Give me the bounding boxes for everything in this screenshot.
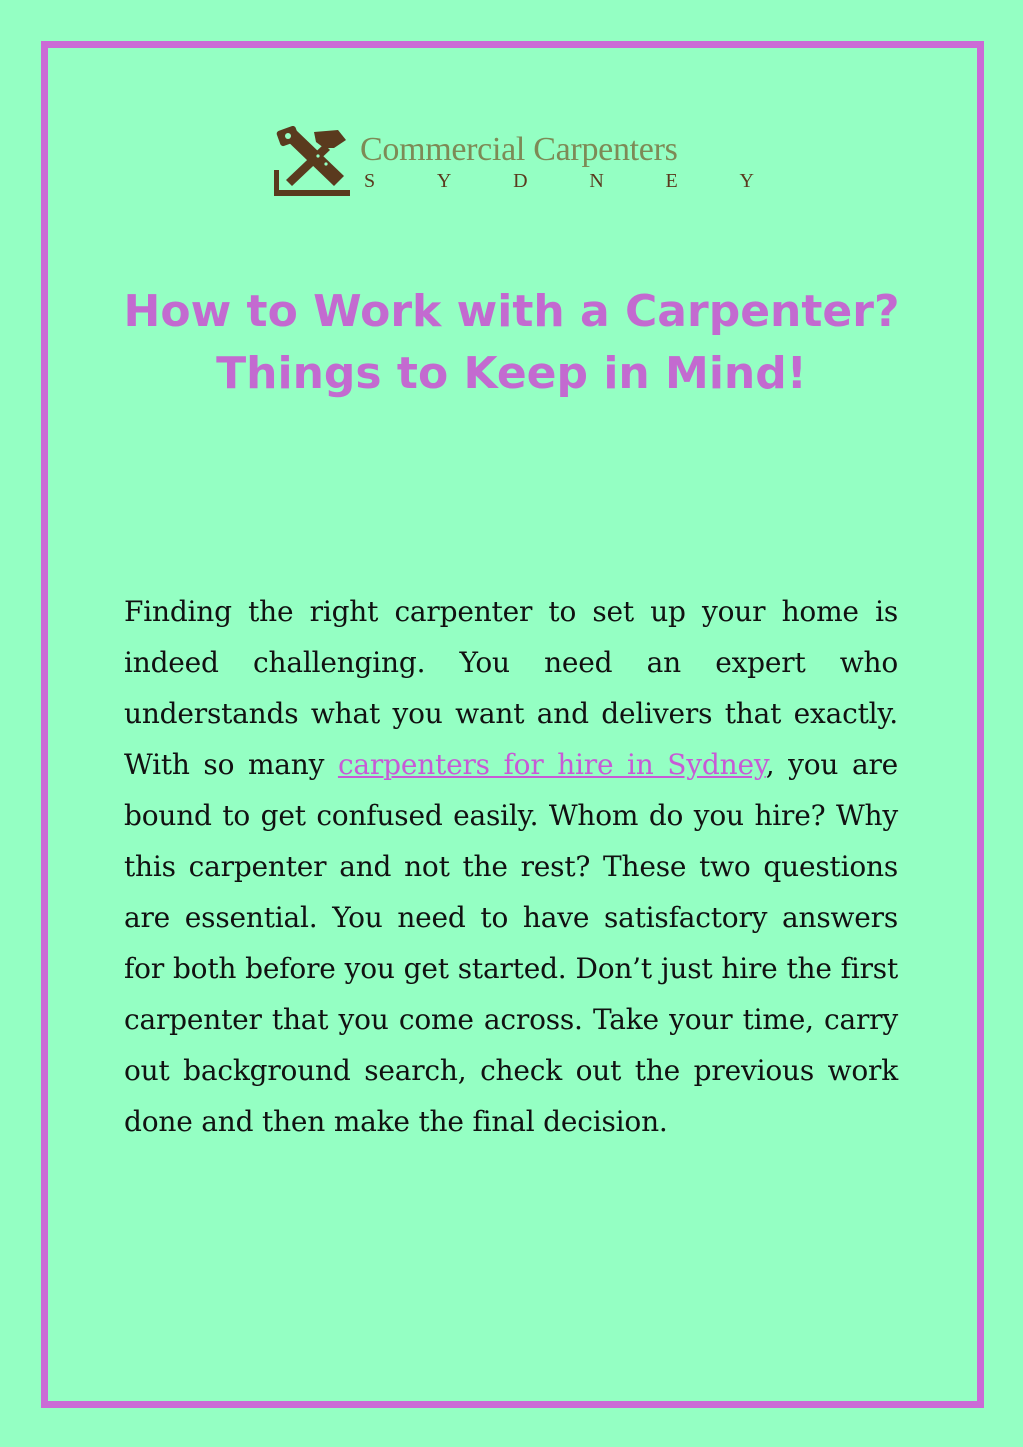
paragraph-text-after-link: , you are bound to get confused easily. Whom do you hire? Why this carpenter and not the rest? These two questions are essential. You need to have satisfactory answers for both before you get started. Don’t just hire the first carpenter that you come across. Take your time, carry out background search, check out the previous work done and then make the final decision. bbox=[124, 748, 898, 1138]
logo-city-letter: E bbox=[665, 170, 678, 192]
logo-city-letter: S bbox=[364, 170, 376, 192]
logo-city-letter: Y bbox=[739, 170, 754, 192]
article-title: How to Work with a Carpenter? Things to Keep in Mind! bbox=[123, 286, 900, 399]
logo-city-letter: N bbox=[589, 170, 604, 192]
logo-city-name bbox=[364, 168, 754, 194]
hammer-saw-logo-icon bbox=[272, 126, 352, 198]
logo-city-letter: D bbox=[513, 170, 528, 192]
carpenters-for-hire-link[interactable]: carpenters for hire in Sydney bbox=[337, 748, 766, 781]
article-paragraph bbox=[124, 586, 898, 1147]
company-logo[interactable] bbox=[272, 126, 752, 200]
logo-city-letter: Y bbox=[436, 170, 452, 192]
paragraph-text-before-link: Finding the right carpenter to set up your home is indeed challenging. You need an expert who understands what you want and delivers that exactly. With so many bbox=[124, 595, 898, 781]
logo-company-name: Commercial Carpenters bbox=[360, 131, 678, 168]
